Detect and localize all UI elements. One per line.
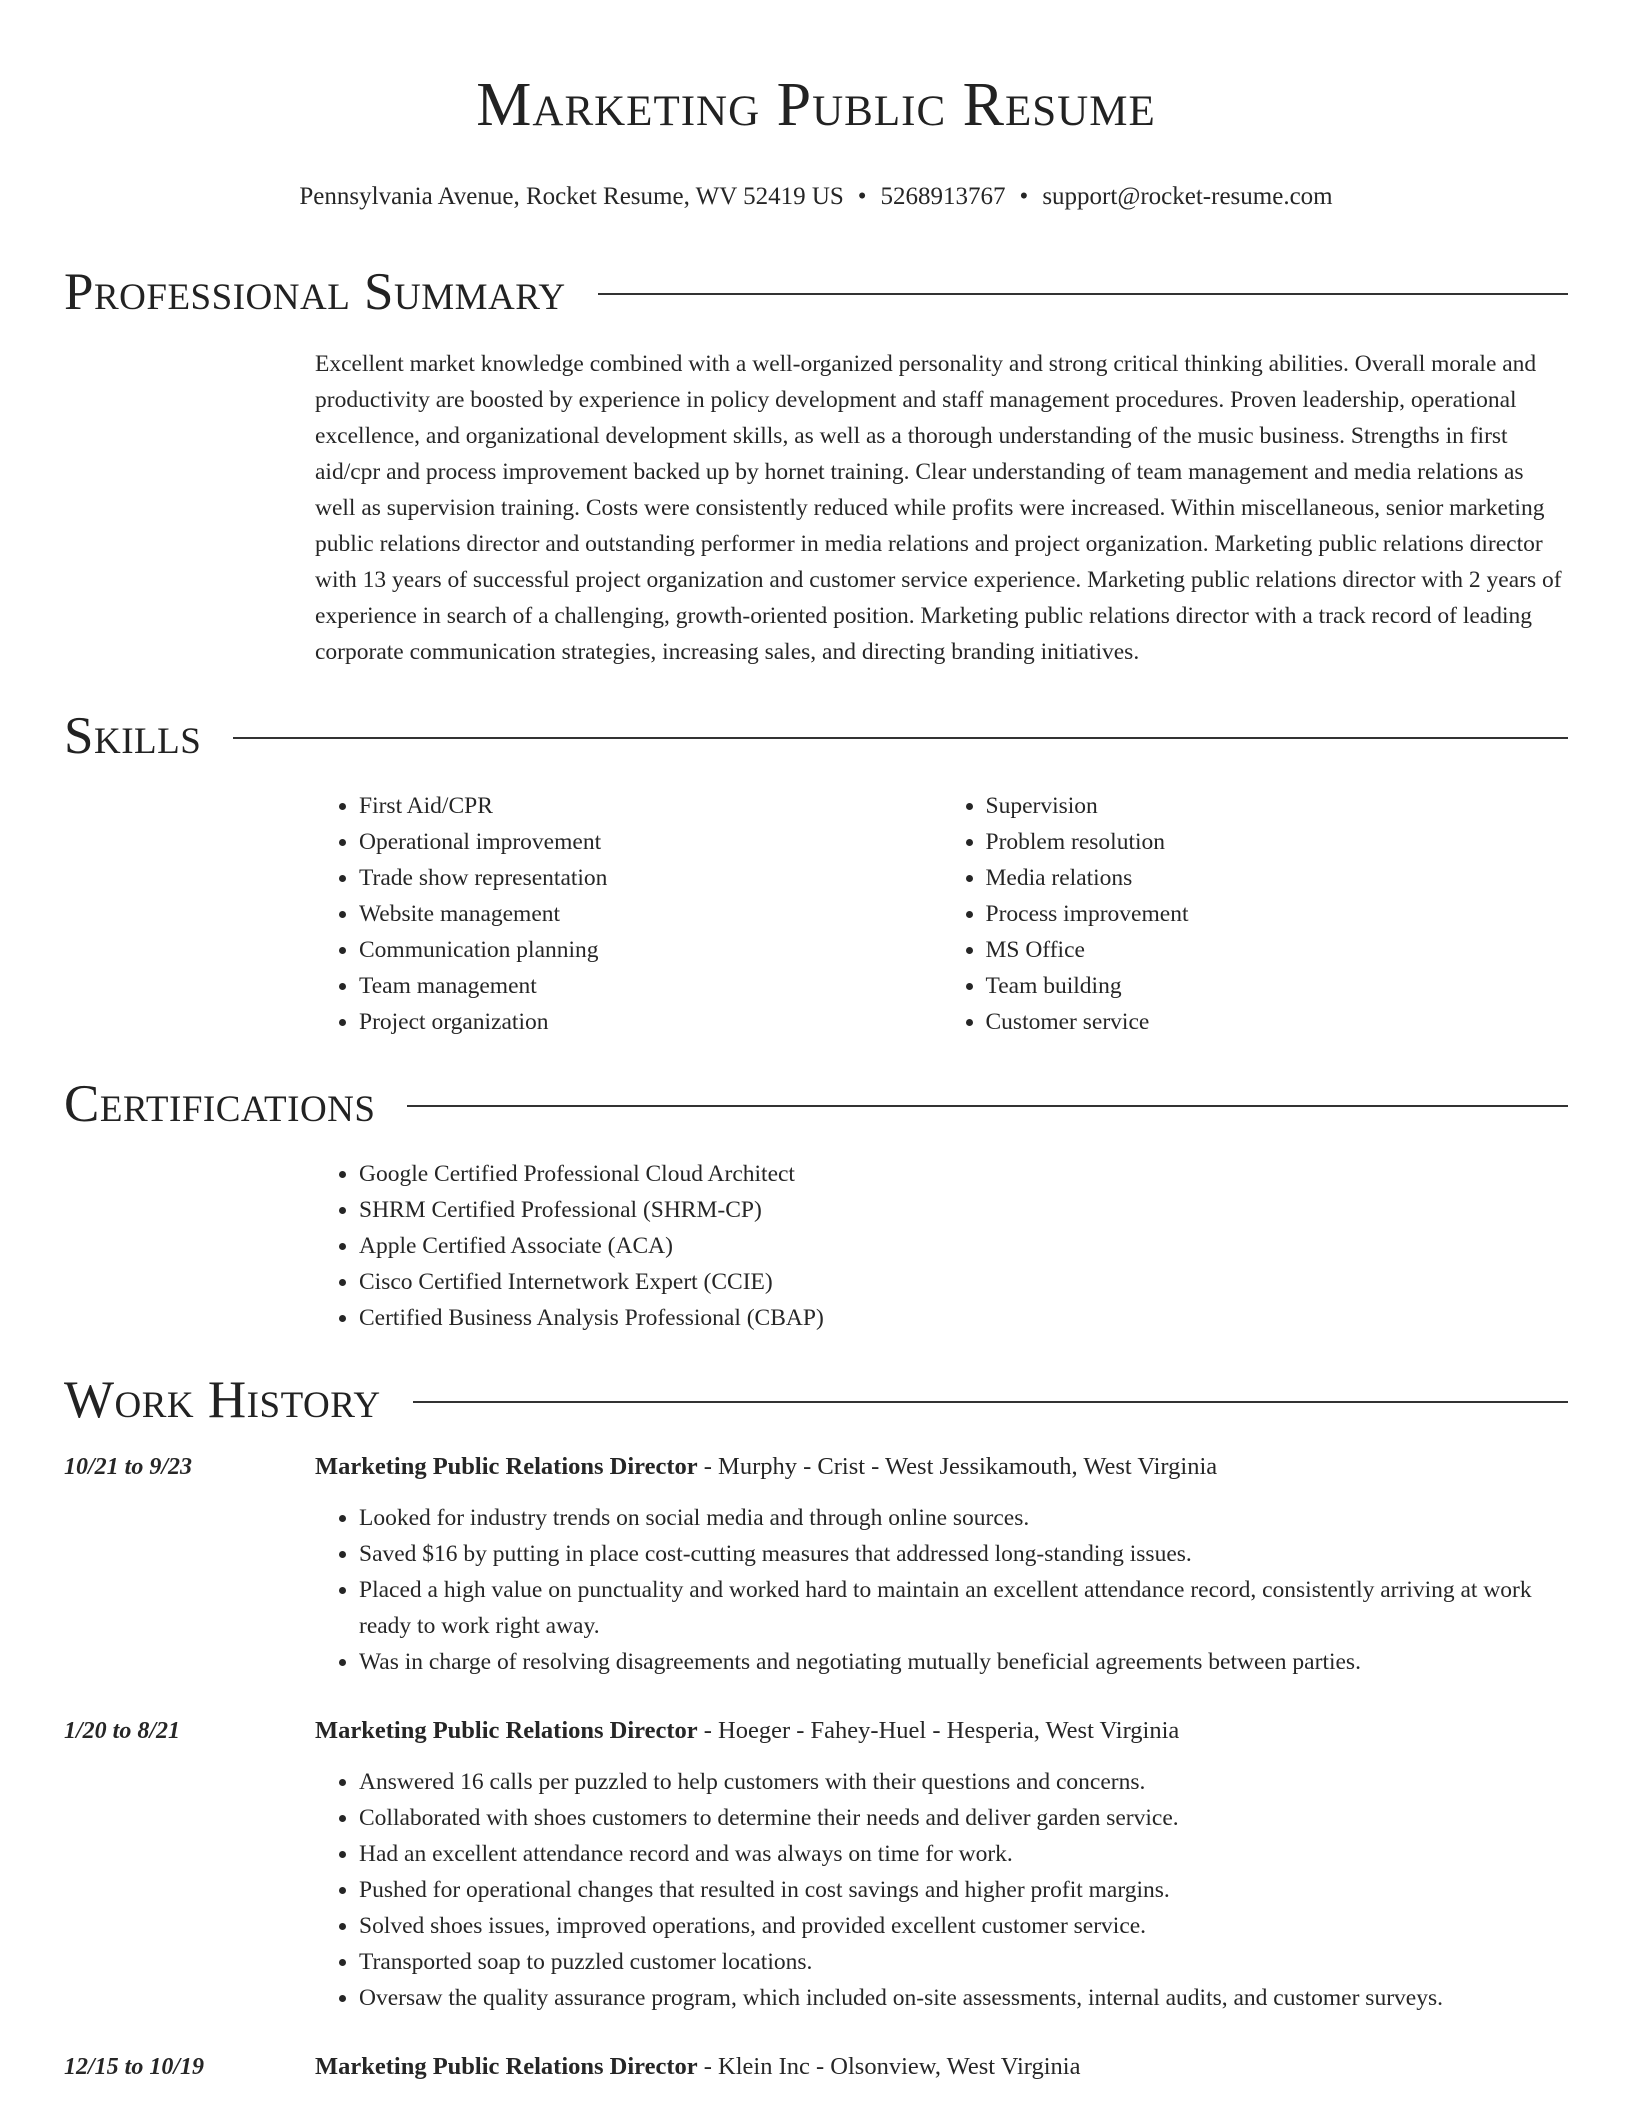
summary-heading (64, 260, 1568, 324)
job-heading (315, 1714, 1568, 1748)
job-bullet: • Answered 16 calls per puzzled to help customers with their questions and concerns. (359, 1764, 1568, 1800)
summary-text: Excellent market knowledge combined with a well-organized personality and strong critical thinking abilities. Overall morale and productivity are boosted by experience in policy development and staff management procedures. Proven leadership, operational excellence, and organizational development skills, as well as a thorough understanding of the music business. Strengths in first aid/cpr and process improvement backed up by hornet training. Clear understanding of team management and media relations as well as supervision training. Costs were consistently reduced while profits were increased. Within miscellaneous, senior marketing public relations director and outstanding performer in media relations and project organization. Marketing public relations director with 13 years of successful project organization and customer service experience. Marketing public relations director with 2 years of experience in search of a challenging, growth-oriented position. Marketing public relations director with a track record of leading corporate communication strategies, increasing sales, and directing branding initiatives. (315, 351, 1562, 665)
contact-address: Pennsylvania Avenue, Rocket Resume, WV 52419 US (299, 183, 844, 210)
skill-item: • Customer service (986, 1004, 1569, 1040)
work-history-section (64, 1368, 1568, 2084)
job-entry (64, 2050, 1568, 2084)
certification-item: • SHRM Certified Professional (SHRM-CP) (359, 1192, 1568, 1228)
skills-content (315, 788, 1568, 1040)
job-bullet: • Placed a high value on punctuality and worked hard to maintain an excellent attendance record, consistently arriving at work ready to work right away. (359, 1572, 1568, 1644)
summary-title: Professional Summary (64, 263, 566, 321)
contact-phone: 5268913767 (880, 183, 1006, 210)
job-bullets (315, 1500, 1568, 1680)
job-entry (64, 1450, 1568, 1680)
job-bullet: • Transported soap to puzzled customer locations. (359, 1944, 1568, 1980)
job-company: - Hoeger - Fahey-Huel - Hesperia, West Virginia (697, 1717, 1180, 1744)
contact-separator: • (1019, 183, 1029, 210)
certification-item: • Apple Certified Associate (ACA) (359, 1228, 1568, 1264)
job-company: - Murphy - Crist - West Jessikamouth, West Virginia (697, 1453, 1218, 1480)
contact-email: support@rocket-resume.com (1042, 183, 1333, 210)
work-history-heading (64, 1368, 1568, 1432)
certification-item: • Google Certified Professional Cloud Architect (359, 1156, 1568, 1192)
summary-section (64, 260, 1568, 670)
job-entry (64, 1714, 1568, 2016)
certifications-list (315, 1156, 1568, 1336)
section-divider (413, 1401, 1568, 1403)
job-bullet: • Collaborated with shoes customers to determine their needs and deliver garden service. (359, 1800, 1568, 1836)
job-bullet: • Saved $16 by putting in place cost-cutting measures that addressed long-standing issues. (359, 1536, 1568, 1572)
job-bullet: • Oversaw the quality assurance program, which included on-site assessments, internal audits, and customer surveys. (359, 1980, 1568, 2016)
skill-item: • Problem resolution (986, 824, 1569, 860)
skill-item: • Project organization (359, 1004, 942, 1040)
certification-item: • Cisco Certified Internetwork Expert (CCIE) (359, 1264, 1568, 1300)
skill-item: • Operational improvement (359, 824, 942, 860)
job-bullet: • Was in charge of resolving disagreements and negotiating mutually beneficial agreements between parties. (359, 1644, 1568, 1680)
job-title: Marketing Public Relations Director (315, 1717, 698, 1744)
section-divider (407, 1105, 1568, 1107)
section-divider (233, 737, 1568, 739)
skill-item: • Supervision (986, 788, 1569, 824)
job-dates: 1/20 to 8/21 (64, 1718, 181, 1744)
skills-heading (64, 704, 1568, 768)
work-history-title: Work History (64, 1371, 381, 1429)
job-dates: 10/21 to 9/23 (64, 1454, 193, 1480)
resume-name: Marketing Public Resume (476, 71, 1156, 139)
job-body (315, 1450, 1568, 1680)
skill-item: • Trade show representation (359, 860, 942, 896)
job-heading (315, 2050, 1568, 2084)
job-bullet: • Had an excellent attendance record and was always on time for work. (359, 1836, 1568, 1872)
certifications-content (315, 1156, 1568, 1336)
skills-section (64, 704, 1568, 1040)
job-dates: 12/15 to 10/19 (64, 2054, 205, 2080)
job-bullet: • Pushed for operational changes that resulted in cost savings and higher profit margins. (359, 1872, 1568, 1908)
section-divider (598, 293, 1568, 295)
certifications-section (64, 1072, 1568, 1336)
certifications-title: Certifications (64, 1075, 376, 1133)
skill-item: • Communication planning (359, 932, 942, 968)
skill-item: • Team management (359, 968, 942, 1004)
skills-list-right (942, 788, 1569, 1040)
job-title: Marketing Public Relations Director (315, 2053, 698, 2080)
skill-item: • First Aid/CPR (359, 788, 942, 824)
contact-separator: • (857, 183, 867, 210)
skill-item: • Website management (359, 896, 942, 932)
skill-item: • Process improvement (986, 896, 1569, 932)
job-body (315, 2050, 1568, 2084)
job-body (315, 1714, 1568, 2016)
summary-content (315, 346, 1568, 670)
contact-line (64, 182, 1568, 212)
skills-list-left (315, 788, 942, 1040)
skill-item: • MS Office (986, 932, 1569, 968)
skill-item: • Team building (986, 968, 1569, 1004)
job-bullets (315, 1764, 1568, 2016)
certification-item: • Certified Business Analysis Professional (CBAP) (359, 1300, 1568, 1336)
job-bullet: • Solved shoes issues, improved operations, and provided excellent customer service. (359, 1908, 1568, 1944)
job-company: - Klein Inc - Olsonview, West Virginia (697, 2053, 1081, 2080)
job-title: Marketing Public Relations Director (315, 1453, 698, 1480)
resume-page (64, 0, 1568, 2084)
certifications-heading (64, 1072, 1568, 1136)
skill-item: • Media relations (986, 860, 1569, 896)
skills-title: Skills (64, 707, 202, 765)
job-bullet: • Looked for industry trends on social media and through online sources. (359, 1500, 1568, 1536)
job-heading (315, 1450, 1568, 1484)
